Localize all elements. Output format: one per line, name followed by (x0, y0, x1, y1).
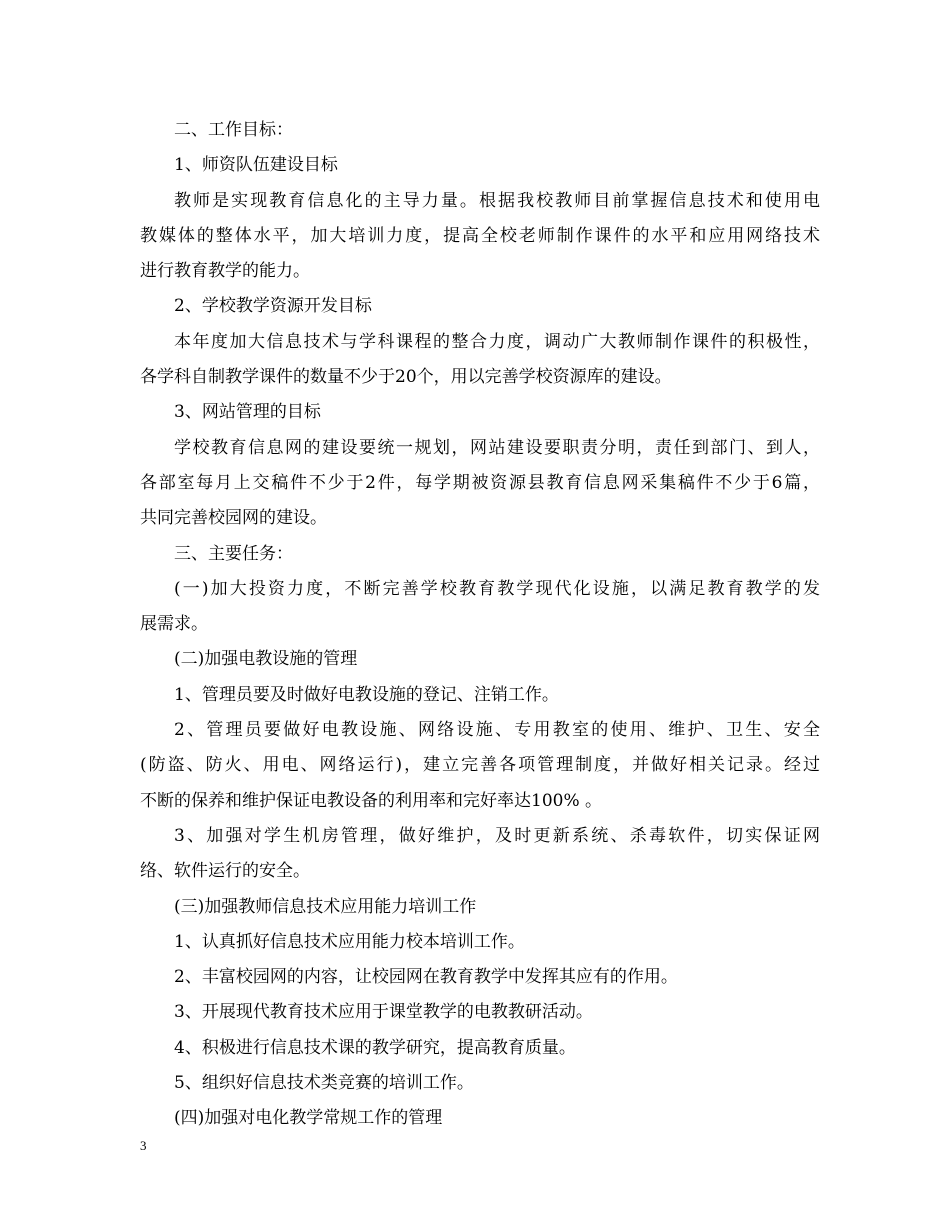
paragraph-line: (一)加大投资力度，不断完善学校教育教学现代化设施，以满足教育教学的发 (174, 578, 820, 599)
subheading-routine-management: (四)加强对电化教学常规工作的管理 (174, 1108, 443, 1129)
subheading-equipment: (二)加强电教设施的管理 (174, 649, 358, 670)
list-item: 4、积极进行信息技术课的教学研究，提高教育质量。 (174, 1037, 576, 1058)
paragraph-line: 不断的保养和维护保证电教设备的利用率和完好率达100% 。 (140, 790, 603, 811)
paragraph-line: 教师是实现教育信息化的主导力量。根据我校教师目前掌握信息技术和使用电 (174, 190, 820, 211)
paragraph-line: (防盗、防火、用电、网络运行)，建立完善各项管理制度，并做好相关记录。经过 (140, 755, 820, 776)
subheading-training: (三)加强教师信息技术应用能力培训工作 (174, 896, 477, 917)
paragraph-line: 1、管理员要及时做好电教设施的登记、注销工作。 (174, 684, 559, 705)
subheading-website: 3、网站管理的目标 (174, 402, 321, 423)
paragraph-line: 3、加强对学生机房管理，做好维护，及时更新系统、杀毒软件，切实保证网 (174, 825, 820, 846)
paragraph-line: 教媒体的整体水平，加大培训力度，提高全校老师制作课件的水平和应用网络技术 (140, 225, 820, 246)
section-heading-goals: 二、工作目标： (174, 120, 293, 140)
paragraph-line: 各学科自制教学课件的数量不少于20个，用以完善学校资源库的建设。 (140, 367, 672, 388)
paragraph-line: 共同完善校园网的建设。 (140, 508, 327, 529)
paragraph-line: 本年度加大信息技术与学科课程的整合力度，调动广大教师制作课件的积极性， (174, 331, 820, 352)
list-item: 2、丰富校园网的内容，让校园网在教育教学中发挥其应有的作用。 (174, 967, 678, 988)
subheading-teacher-team: 1、师资队伍建设目标 (174, 155, 338, 176)
paragraph-line: 络、软件运行的安全。 (140, 861, 310, 882)
list-item: 1、认真抓好信息技术应用能力校本培训工作。 (174, 931, 525, 952)
paragraph-line: 进行教育教学的能力。 (140, 261, 310, 282)
paragraph-line: 学校教育信息网的建设要统一规划，网站建设要职责分明，责任到部门、到人， (174, 437, 820, 458)
list-item: 5、组织好信息技术类竞赛的培训工作。 (174, 1073, 474, 1094)
paragraph-line: 2、管理员要做好电教设施、网络设施、专用教室的使用、维护、卫生、安全 (174, 720, 820, 741)
section-heading-tasks: 三、主要任务： (174, 543, 293, 564)
list-item: 3、开展现代教育技术应用于课堂教学的电教教研活动。 (174, 1002, 593, 1023)
page-number: 3 (140, 1138, 147, 1153)
paragraph-line: 展需求。 (140, 614, 208, 635)
subheading-resources: 2、学校教学资源开发目标 (174, 296, 372, 317)
paragraph-line: 各部室每月上交稿件不少于2件，每学期被资源县教育信息网采集稿件不少于6篇， (140, 472, 820, 493)
document-body (140, 113, 820, 1137)
